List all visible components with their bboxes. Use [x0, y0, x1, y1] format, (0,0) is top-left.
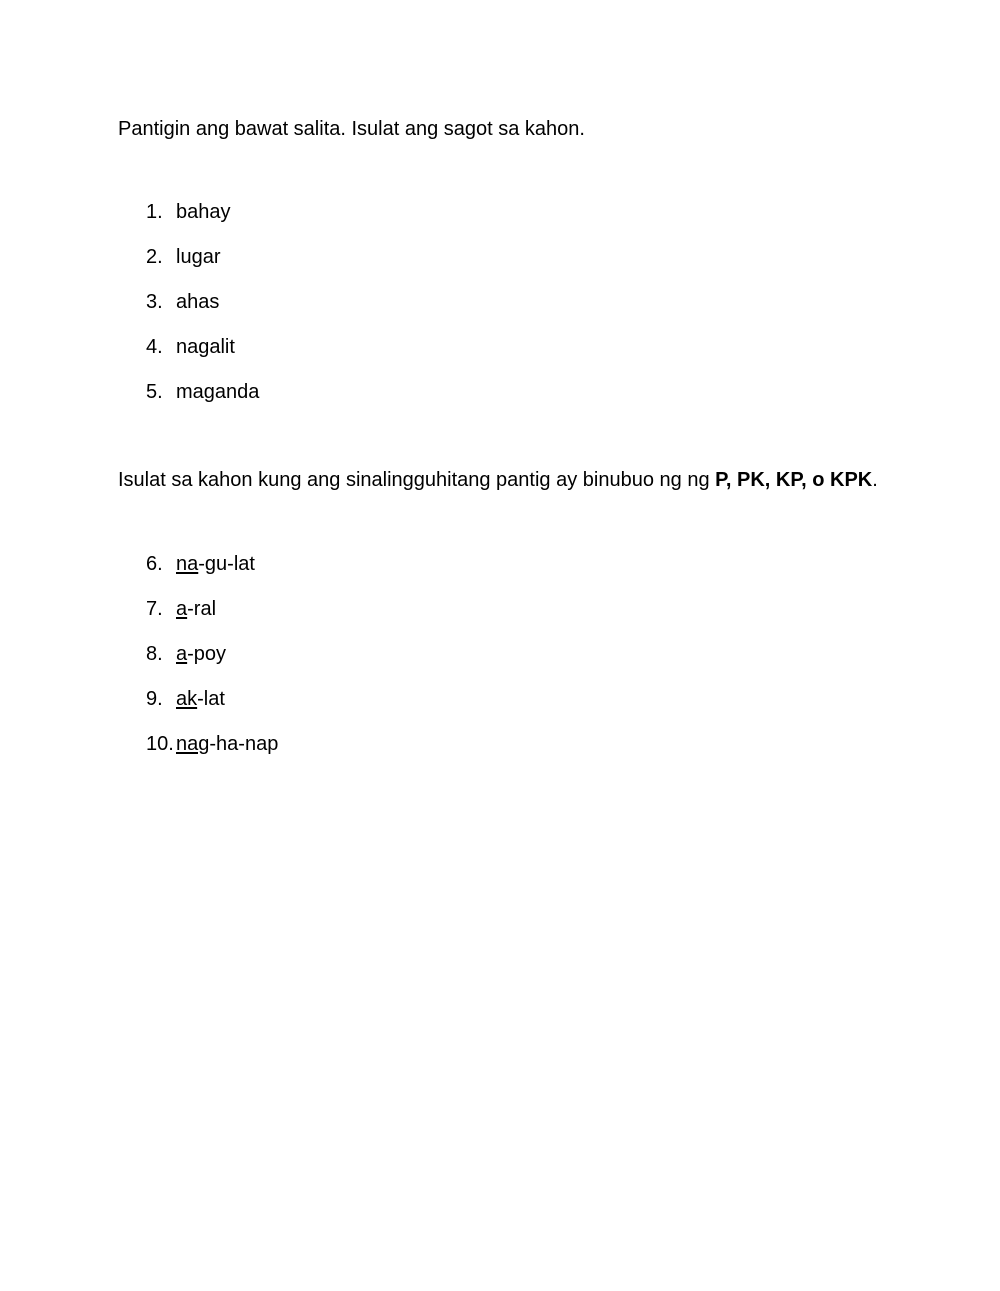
underlined-syllable: a: [176, 643, 188, 665]
item-word: [176, 732, 278, 756]
item-number: 10.: [146, 733, 174, 755]
item-word: [176, 552, 255, 576]
instruction-text: Isulat sa kahon kung ang sinalingguhitang pantig ay binubuo ng ng: [118, 469, 716, 491]
instruction-patterns: P, PK, KP, o KPK: [715, 469, 873, 491]
word-rest: -ral: [187, 598, 217, 620]
item-word: lugar: [176, 246, 221, 268]
word-rest: -ha-nap: [209, 733, 279, 755]
item-word: maganda: [176, 381, 260, 403]
item-number: 4.: [146, 336, 163, 358]
item-number: 2.: [146, 246, 163, 268]
instruction-period: .: [872, 469, 878, 491]
item-number: 7.: [146, 598, 163, 620]
item-word: [176, 642, 226, 666]
instruction-syllable-pattern: [118, 468, 878, 492]
instruction-syllabify: Pantigin ang bawat salita. Isulat ang sagot sa kahon.: [118, 118, 585, 140]
word-rest: -poy: [187, 643, 227, 665]
item-number: 3.: [146, 291, 163, 313]
underlined-syllable: na: [176, 553, 199, 575]
item-word: [176, 687, 225, 711]
item-number: 5.: [146, 381, 163, 403]
item-word: nagalit: [176, 336, 235, 358]
item-number: 9.: [146, 688, 163, 710]
item-number: 1.: [146, 201, 163, 223]
word-rest: -gu-lat: [198, 553, 255, 575]
item-word: bahay: [176, 201, 231, 223]
underlined-syllable: nag: [176, 733, 210, 755]
item-number: 8.: [146, 643, 163, 665]
underlined-syllable: ak: [176, 688, 198, 710]
item-word: [176, 597, 216, 621]
word-rest: -lat: [197, 688, 225, 710]
item-number: 6.: [146, 553, 163, 575]
underlined-syllable: a: [176, 598, 188, 620]
item-word: ahas: [176, 291, 220, 313]
